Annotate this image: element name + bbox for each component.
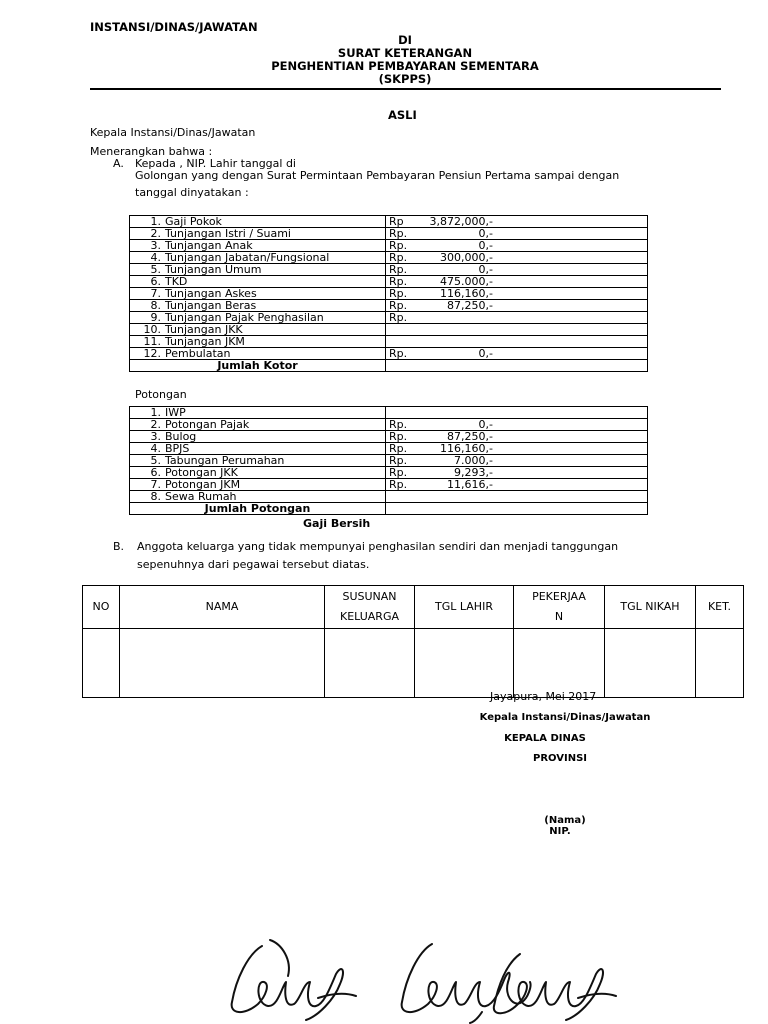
col-nama: NAMA bbox=[120, 586, 325, 629]
income-row bbox=[130, 348, 648, 360]
income-number: 10. bbox=[143, 323, 161, 336]
deduction-row bbox=[130, 479, 648, 491]
deduction-amount-cell bbox=[386, 443, 648, 455]
deduction-currency: Rp. bbox=[389, 454, 408, 467]
income-row bbox=[130, 300, 648, 312]
income-label: Gaji Pokok bbox=[165, 215, 222, 228]
income-label: Tunjangan Istri / Suami bbox=[165, 227, 291, 240]
income-total-label: Jumlah Kotor bbox=[130, 360, 386, 372]
cell-tgl-lahir bbox=[415, 629, 514, 698]
deduction-label-cell bbox=[130, 419, 386, 431]
income-number: 9. bbox=[150, 311, 161, 324]
income-amount-cell bbox=[386, 312, 648, 324]
deduction-label: Tabungan Perumahan bbox=[165, 454, 285, 467]
signatory-nip: NIP. bbox=[549, 826, 571, 837]
income-amount-cell bbox=[386, 348, 648, 360]
section-b-line-1: Anggota keluarga yang tidak mempunyai penghasilan sendiri dan menjadi tanggungan bbox=[137, 540, 619, 553]
place-date: Jayapura, Mei 2017 bbox=[490, 690, 597, 703]
deduction-amount-cell bbox=[386, 419, 648, 431]
income-amount: 87,250,- bbox=[447, 299, 493, 312]
deduction-currency: Rp. bbox=[389, 478, 408, 491]
deduction-number: 7. bbox=[150, 478, 161, 491]
deduction-label-cell bbox=[130, 431, 386, 443]
deduction-row bbox=[130, 431, 648, 443]
income-number: 2. bbox=[150, 227, 161, 240]
income-amount-cell bbox=[386, 264, 648, 276]
income-currency: Rp. bbox=[389, 251, 408, 264]
income-currency: Rp. bbox=[389, 275, 408, 288]
deductions-table bbox=[129, 406, 648, 515]
income-amount-cell bbox=[386, 288, 648, 300]
income-label-cell bbox=[130, 348, 386, 360]
deduction-number: 1. bbox=[150, 406, 161, 419]
income-number: 7. bbox=[150, 287, 161, 300]
title-di: DI bbox=[398, 33, 412, 47]
income-amount-cell bbox=[386, 300, 648, 312]
income-total-row bbox=[130, 360, 648, 372]
deduction-amount-cell bbox=[386, 467, 648, 479]
section-a-line-3: tanggal dinyatakan : bbox=[135, 186, 249, 199]
income-currency: Rp bbox=[389, 215, 404, 228]
col-tgl-lahir: TGL LAHIR bbox=[415, 586, 514, 629]
section-a-line-2: Golongan yang dengan Surat Permintaan Pembayaran Pensiun Pertama sampai dengan bbox=[135, 169, 620, 182]
deduction-number: 3. bbox=[150, 430, 161, 443]
col-pekerjaan bbox=[514, 586, 605, 629]
income-label: Tunjangan Anak bbox=[165, 239, 253, 252]
income-amount: 0,- bbox=[478, 227, 493, 240]
deduction-label: IWP bbox=[165, 406, 186, 419]
income-table bbox=[129, 215, 648, 372]
deduction-total-row bbox=[130, 503, 648, 515]
income-number: 8. bbox=[150, 299, 161, 312]
section-b-line-2: sepenuhnya dari pegawai tersebut diatas. bbox=[137, 558, 370, 571]
deduction-label: Bulog bbox=[165, 430, 197, 443]
deduction-label: Potongan Pajak bbox=[165, 418, 250, 431]
family-table bbox=[82, 585, 744, 698]
section-b-marker: B. bbox=[113, 540, 125, 553]
deduction-currency: Rp. bbox=[389, 466, 408, 479]
deduction-row bbox=[130, 455, 648, 467]
deduction-label: Potongan JKK bbox=[165, 466, 238, 479]
deduction-number: 6. bbox=[150, 466, 161, 479]
agency-header: INSTANSI/DINAS/JAWATAN bbox=[90, 20, 258, 34]
deductions-heading: Potongan bbox=[135, 388, 187, 401]
col-no: NO bbox=[83, 586, 120, 629]
income-label-cell bbox=[130, 216, 386, 228]
income-amount: 0,- bbox=[478, 239, 493, 252]
deduction-label: Sewa Rumah bbox=[165, 490, 237, 503]
income-label: Tunjangan JKM bbox=[165, 335, 245, 348]
income-currency: Rp. bbox=[389, 239, 408, 252]
deduction-currency: Rp. bbox=[389, 430, 408, 443]
income-currency: Rp. bbox=[389, 347, 408, 360]
deduction-label-cell bbox=[130, 407, 386, 419]
deduction-number: 4. bbox=[150, 442, 161, 455]
deduction-amount: 87,250,- bbox=[447, 430, 493, 443]
handwritten-signature bbox=[0, 924, 768, 1024]
income-row bbox=[130, 252, 648, 264]
deduction-row bbox=[130, 467, 648, 479]
income-row bbox=[130, 336, 648, 348]
signatory-name: (Nama) bbox=[544, 815, 586, 826]
col-ket: KET. bbox=[696, 586, 744, 629]
cell-ket bbox=[696, 629, 744, 698]
signatory-title-1: Kepala Instansi/Dinas/Jawatan bbox=[479, 712, 651, 723]
income-label-cell bbox=[130, 336, 386, 348]
document-title bbox=[90, 34, 720, 86]
title-line-2: PENGHENTIAN PEMBAYARAN SEMENTARA bbox=[271, 59, 539, 73]
income-row bbox=[130, 288, 648, 300]
income-label: TKD bbox=[165, 275, 188, 288]
pekerjaan-line-1: PEKERJAA bbox=[532, 590, 586, 603]
income-amount: 116,160,- bbox=[440, 287, 493, 300]
deduction-amount-cell bbox=[386, 491, 648, 503]
deduction-currency: Rp. bbox=[389, 442, 408, 455]
income-amount-cell bbox=[386, 252, 648, 264]
income-amount: 475.000,- bbox=[440, 275, 493, 288]
section-a-line-1: Kepada , NIP. Lahir tanggal di bbox=[135, 157, 296, 170]
income-number: 1. bbox=[150, 215, 161, 228]
income-row bbox=[130, 324, 648, 336]
deduction-row bbox=[130, 419, 648, 431]
income-label: Tunjangan Jabatan/Fungsional bbox=[165, 251, 330, 264]
income-label-cell bbox=[130, 312, 386, 324]
income-amount: 3,872,000,- bbox=[429, 215, 493, 228]
income-currency: Rp. bbox=[389, 287, 408, 300]
income-label-cell bbox=[130, 324, 386, 336]
income-amount-cell bbox=[386, 216, 648, 228]
cell-no bbox=[83, 629, 120, 698]
income-label-cell bbox=[130, 300, 386, 312]
deduction-number: 8. bbox=[150, 490, 161, 503]
income-number: 3. bbox=[150, 239, 161, 252]
deduction-amount: 7.000,- bbox=[454, 454, 493, 467]
income-total-value bbox=[386, 360, 648, 372]
deduction-number: 2. bbox=[150, 418, 161, 431]
income-amount-cell bbox=[386, 276, 648, 288]
col-tgl-nikah: TGL NIKAH bbox=[605, 586, 696, 629]
deduction-total-label: Jumlah Potongan bbox=[130, 503, 386, 515]
income-label-cell bbox=[130, 252, 386, 264]
cell-susunan bbox=[325, 629, 415, 698]
states-label: Menerangkan bahwa : bbox=[90, 145, 213, 158]
deduction-amount-cell bbox=[386, 455, 648, 467]
deduction-number: 5. bbox=[150, 454, 161, 467]
income-amount-cell bbox=[386, 336, 648, 348]
income-amount-cell bbox=[386, 240, 648, 252]
income-label: Tunjangan Beras bbox=[165, 299, 257, 312]
deduction-label-cell bbox=[130, 455, 386, 467]
income-currency: Rp. bbox=[389, 311, 408, 324]
deduction-currency: Rp. bbox=[389, 418, 408, 431]
cell-nama bbox=[120, 629, 325, 698]
income-row bbox=[130, 264, 648, 276]
cell-pekerjaan bbox=[514, 629, 605, 698]
deduction-amount: 11,616,- bbox=[447, 478, 493, 491]
net-salary-label: Gaji Bersih bbox=[303, 517, 371, 530]
deduction-amount: 116,160,- bbox=[440, 442, 493, 455]
addressee: Kepala Instansi/Dinas/Jawatan bbox=[90, 126, 256, 139]
income-row bbox=[130, 240, 648, 252]
asli-label: ASLI bbox=[388, 108, 417, 122]
income-currency: Rp. bbox=[389, 299, 408, 312]
income-amount: 300,000,- bbox=[440, 251, 493, 264]
income-label: Pembulatan bbox=[165, 347, 231, 360]
deduction-row bbox=[130, 407, 648, 419]
deduction-label-cell bbox=[130, 443, 386, 455]
income-amount: 0,- bbox=[478, 263, 493, 276]
income-amount: 0,- bbox=[478, 347, 493, 360]
income-currency: Rp. bbox=[389, 227, 408, 240]
deduction-row bbox=[130, 491, 648, 503]
susunan-line-2: KELUARGA bbox=[339, 610, 399, 623]
signatory-title-3: PROVINSI bbox=[532, 753, 587, 764]
title-line-1: SURAT KETERANGAN bbox=[337, 46, 473, 60]
income-label-cell bbox=[130, 264, 386, 276]
deduction-row bbox=[130, 443, 648, 455]
income-label: Tunjangan Askes bbox=[165, 287, 257, 300]
income-currency: Rp. bbox=[389, 263, 408, 276]
col-susunan-keluarga bbox=[325, 586, 415, 629]
income-row bbox=[130, 276, 648, 288]
deduction-amount-cell bbox=[386, 479, 648, 491]
income-label-cell bbox=[130, 240, 386, 252]
income-number: 6. bbox=[150, 275, 161, 288]
deduction-label: Potongan JKM bbox=[165, 478, 241, 491]
income-row bbox=[130, 216, 648, 228]
deduction-amount-cell bbox=[386, 407, 648, 419]
income-row bbox=[130, 312, 648, 324]
income-label: Tunjangan JKK bbox=[165, 323, 243, 336]
signatory-title-2: KEPALA DINAS bbox=[504, 733, 586, 744]
family-row-empty bbox=[83, 629, 744, 698]
income-number: 12. bbox=[143, 347, 161, 360]
deduction-total-value bbox=[386, 503, 648, 515]
income-number: 4. bbox=[150, 251, 161, 264]
income-amount-cell bbox=[386, 324, 648, 336]
income-label-cell bbox=[130, 288, 386, 300]
susunan-line-1: SUSUNAN bbox=[342, 590, 397, 603]
income-amount-cell bbox=[386, 228, 648, 240]
deduction-amount-cell bbox=[386, 431, 648, 443]
cell-tgl-nikah bbox=[605, 629, 696, 698]
income-label-cell bbox=[130, 228, 386, 240]
income-label: Tunjangan Umum bbox=[165, 263, 262, 276]
income-number: 5. bbox=[150, 263, 161, 276]
title-line-3: (SKPPS) bbox=[378, 72, 432, 86]
deduction-label-cell bbox=[130, 467, 386, 479]
income-number: 11. bbox=[143, 335, 161, 348]
income-label-cell bbox=[130, 276, 386, 288]
deduction-amount: 9,293,- bbox=[454, 466, 493, 479]
section-a-marker: A. bbox=[113, 157, 124, 170]
income-row bbox=[130, 228, 648, 240]
deduction-label-cell bbox=[130, 479, 386, 491]
deduction-label-cell bbox=[130, 491, 386, 503]
pekerjaan-line-2: N bbox=[554, 610, 564, 623]
income-label: Tunjangan Pajak Penghasilan bbox=[165, 311, 324, 324]
deduction-amount: 0,- bbox=[478, 418, 493, 431]
header-rule bbox=[90, 88, 721, 90]
deduction-label: BPJS bbox=[165, 442, 190, 455]
